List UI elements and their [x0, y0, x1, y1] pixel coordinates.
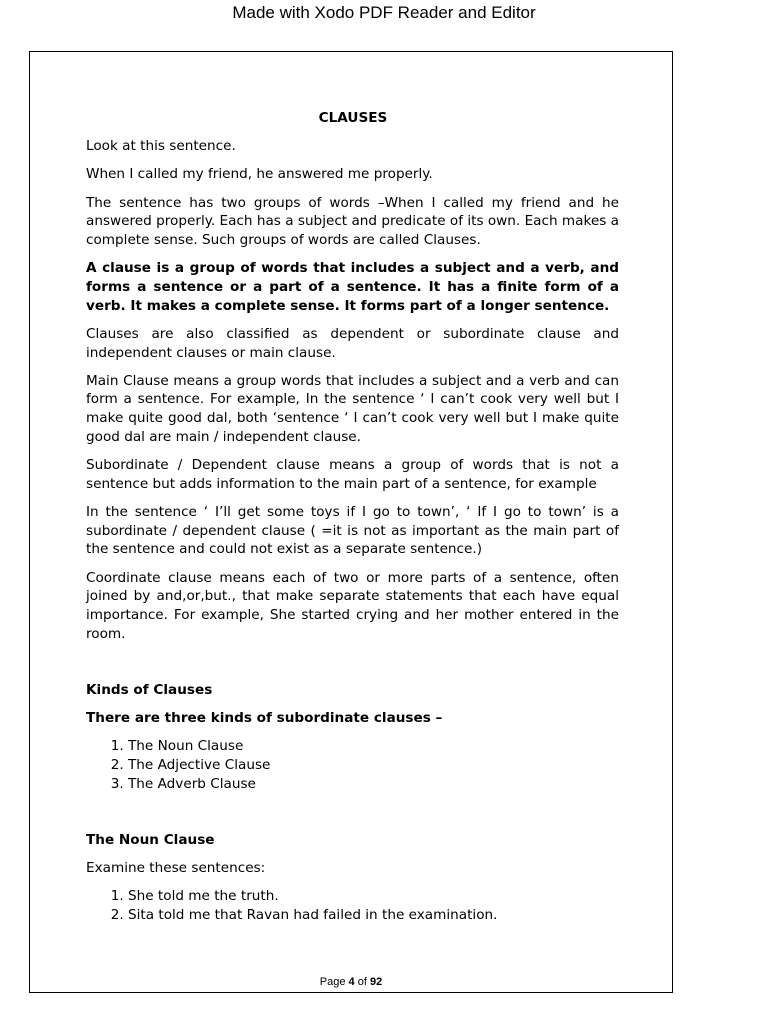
kinds-heading: Kinds of Clauses [86, 681, 213, 698]
kinds-intro: There are three kinds of subordinate clauses – [86, 710, 443, 727]
paragraph-subordinate-clause: Subordinate / Dependent clause means a group of words that is not a sentence but adds information to the main part of a sentence, for example [86, 457, 619, 492]
paragraph-definition: A clause is a group of words that includes a subject and a verb, and forms a sentence or a part of a sentence. It has a finite form of a verb. It makes a complete sense. It forms part of a longer sentence. [86, 260, 619, 314]
kinds-list [86, 737, 619, 793]
document-page [29, 51, 673, 993]
noun-clause-intro: Examine these sentences: [86, 860, 266, 877]
paragraph-example-sentence: When I called my friend, he answered me properly. [86, 166, 433, 183]
of-label: of [357, 976, 367, 988]
list-item: 2. The Adjective Clause [128, 756, 619, 775]
page-content [86, 109, 619, 934]
paragraph-classification: Clauses are also classified as dependent or subordinate clause and independent clauses or main clause. [86, 325, 619, 361]
section-spacer [86, 803, 619, 831]
page-total: 92 [369, 976, 383, 988]
list-item: 3. The Adverb Clause [128, 775, 619, 794]
paragraph-coordinate-clause: Coordinate clause means each of two or more parts of a sentence, often joined by and,or,but., that make separate statements that each have equal importance. For example, She started crying and her mother entered in the room. [86, 569, 619, 642]
paragraph-main-clause: Main Clause means a group words that includes a subject and a verb and can form a sentence. For example, In the sentence ‘ I can’t cook very well but I make quite good dal, both ‘sentence ‘ I can’t cook very well but I make quite good dal are main / independent clause. [86, 372, 619, 445]
page-current: 4 [348, 976, 355, 988]
paragraph-explanation: The sentence has two groups of words –When I called my friend and he answered properly. Each has a subject and predicate of its own. Each makes a complete sense. Such groups of words are called Clauses. [86, 194, 619, 249]
list-item: 1. She told me the truth. [128, 887, 619, 906]
document-title: CLAUSES [318, 110, 388, 126]
page-number-footer [30, 975, 672, 989]
section-spacer [86, 653, 619, 681]
watermark-text: Made with Xodo PDF Reader and Editor [232, 3, 536, 22]
list-item: 2. Sita told me that Ravan had failed in the examination. [128, 906, 619, 925]
paragraph-subordinate-example: In the sentence ‘ I’ll get some toys if I go to town’, ‘ If I go to town’ is a subordinate / dependent clause ( =it is not as important as the main part of the sentence and could not exist as a separate sentence.) [86, 503, 619, 558]
noun-examples-list [86, 887, 619, 924]
page-label: Page [319, 976, 346, 988]
list-item: 1. The Noun Clause [128, 737, 619, 756]
noun-clause-heading: The Noun Clause [86, 831, 215, 848]
paragraph-intro: Look at this sentence. [86, 138, 236, 155]
